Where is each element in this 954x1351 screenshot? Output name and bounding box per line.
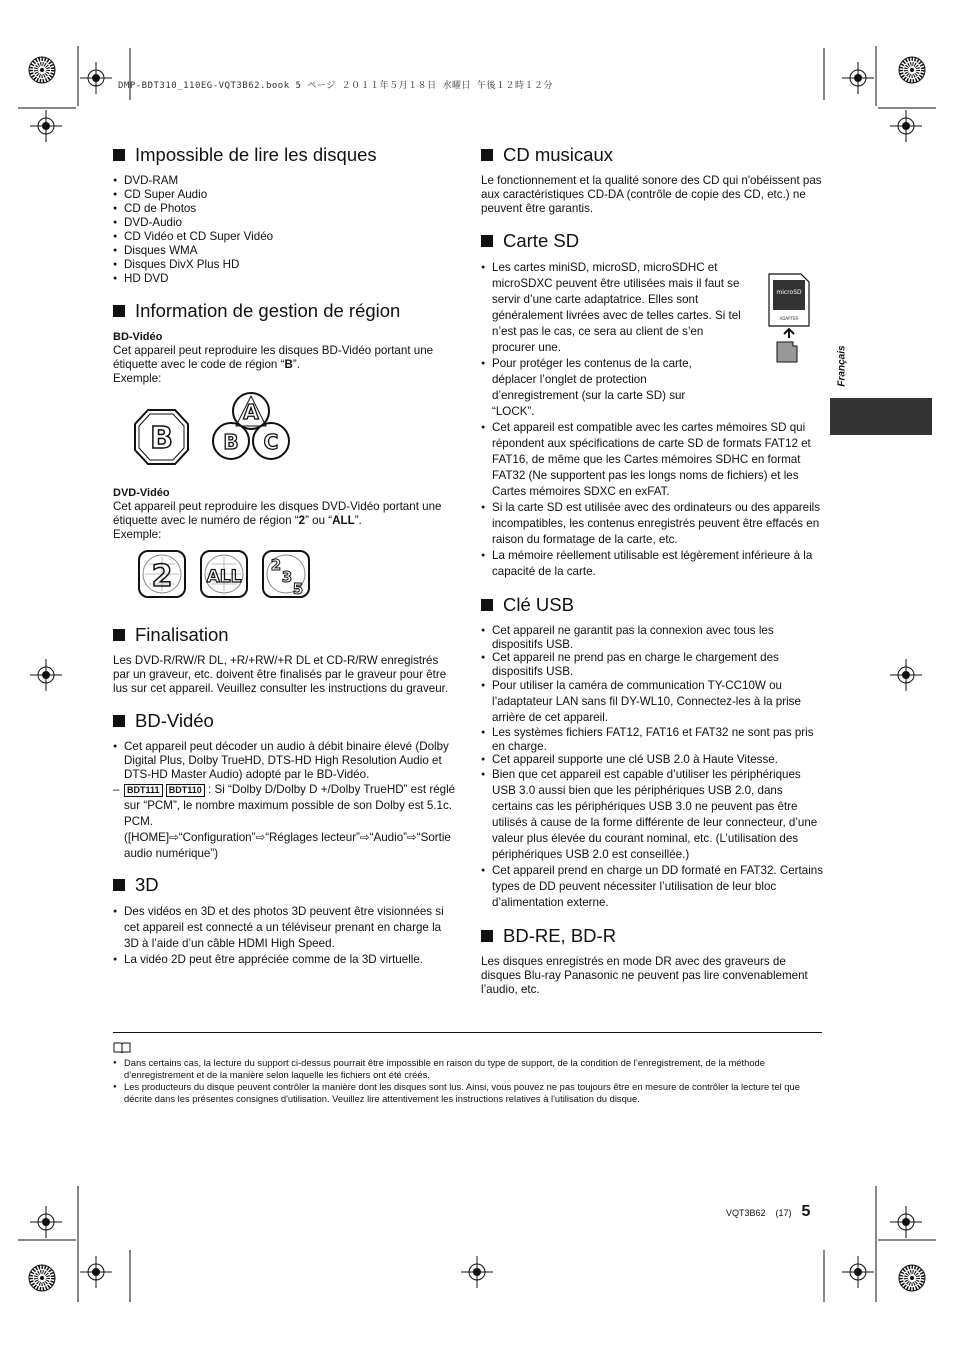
- microsd-logo-text: microSD: [776, 289, 802, 296]
- square-bullet-icon: [481, 930, 493, 942]
- list-item: ● HD DVD: [113, 272, 458, 286]
- bd-video-label: BD-Vidéo: [113, 331, 163, 343]
- print-header: DMP-BDT310_110EG-VQT3B62.book 5 ページ ２０１１年５月１８日 水曜日 午後１２時１２分: [118, 81, 553, 91]
- section-heading: BD-RE, BD-R: [481, 925, 824, 947]
- list-item: ● La mémoire réellement utilisable est légèrement inférieure à la capacité de la carte.: [481, 548, 824, 580]
- dvd-region-text: Cet appareil peut reproduire les disques DVD-Vidéo portant une étiquette avec le numéro de région “2” ou “ALL”.: [113, 500, 442, 527]
- bd-example-label: Exemple:: [113, 372, 162, 385]
- dvd-example-label: Exemple:: [113, 528, 162, 541]
- section-heading: CD musicaux: [481, 144, 824, 166]
- list-item: ● Les cartes miniSD, microSD, microSDHC et microSDXC peuvent être utilisées mais il faut se servir d’une carte adaptatrice. Elles sont généralement livrées avec de telles cartes. Si tel n’est pas le cas, ce sera au client de s’en procurer une.: [481, 260, 824, 356]
- list-item: ● CD de Photos: [113, 202, 458, 216]
- bd-re-text: Les disques enregistrés en mode DR avec des graveurs de disques Blu-ray Panasonic ne peuvent pas lire convenablement l’audio, etc.: [481, 954, 808, 996]
- list-item: ● Cet appareil peut décoder un audio à débit binaire élevé (Dolby Digital Plus, Dolby TrueHD, DTS-HD High Resolution Audio et DTS-HD Master Audio) adopté par le BD-Vidéo.: [113, 740, 458, 782]
- model-tag: BDT110: [166, 784, 205, 797]
- square-bullet-icon: [481, 235, 493, 247]
- cd-text: Le fonctionnement et la qualité sonore des CD qui n'obéissent pas aux caractéristiques CD-DA (contrôle de copie des CD, etc.) ne peuvent être garantis.: [481, 174, 822, 215]
- list-item: ● DVD-RAM: [113, 174, 458, 188]
- region-number: 3: [281, 568, 293, 586]
- bd-region-abc-logo: [213, 393, 289, 459]
- section-heading: 3D: [113, 874, 458, 896]
- section-bd-video: [113, 710, 458, 862]
- square-bullet-icon: [481, 599, 493, 611]
- square-bullet-icon: [481, 149, 493, 161]
- notes-list: [113, 1057, 822, 1105]
- region-number: 2: [270, 556, 282, 574]
- dvd-region-235-logo: [263, 551, 309, 598]
- finalisation-text: Les DVD-R/RW/R DL, +R/+RW/+R DL et CD-R/RW enregistrés par un graveur, etc. doivent être finalisés par le graveur pour être lus sur cet appareil. Veuillez consulter les instructions du graveur.: [113, 654, 449, 695]
- section-region: [113, 300, 458, 610]
- book-note-icon: [113, 1041, 131, 1053]
- square-bullet-icon: [113, 715, 125, 727]
- list-item: ● Bien que cet appareil est capable d’utiliser les périphériques USB 3.0 aussi bien que les périphériques USB 2.0, dans certains cas les périphériques USB 3.0 ne peuvent pas être utilisés à cause de la forme différente de leur connecteur, d’une valeur plus élevée du courant nominal, etc. (L’utilisation des périphériques USB 2.0 est conseillée.): [481, 767, 824, 863]
- section-cle-usb: [481, 594, 824, 911]
- section-heading: Finalisation: [113, 624, 458, 646]
- list-item: ● Pour protéger les contenus de la carte, déplacer l’onglet de protection d’enregistrement (sur la carte SD) sur “LOCK”.: [481, 356, 824, 420]
- section-cd-musicaux: [481, 144, 824, 216]
- language-tab-block: [830, 398, 932, 435]
- section-heading: Impossible de lire les disques: [113, 144, 458, 166]
- list-item: ● Pour utiliser la caméra de communication TY-CC10W ou l’adaptateur LAN sans fil DY-WL10, Connectez-les à la prise arrière de cet appareil.: [481, 678, 824, 726]
- section-heading: Carte SD: [481, 230, 824, 252]
- section-3d: [113, 874, 458, 968]
- section-heading: Information de gestion de région: [113, 300, 458, 322]
- dvd-video-label: DVD-Vidéo: [113, 487, 170, 499]
- list-item: ● Si la carte SD est utilisée avec des ordinateurs ou des appareils incompatibles, les contenus enregistrés peuvent être effacés en raison du formatage de la carte, etc.: [481, 500, 824, 548]
- usb-list: [481, 624, 824, 911]
- square-bullet-icon: [113, 305, 125, 317]
- dvd-region-logos: [113, 548, 458, 610]
- document-code: VQT3B62: [726, 1208, 766, 1218]
- section-carte-sd: [481, 230, 824, 580]
- right-column: [481, 144, 824, 997]
- bd-video-subnote: – BDT111 BDT110 : Si “Dolby D/Dolby D +/Dolby TrueHD” est réglé sur “PCM”, le nombre maximum possible de son Dolby est 5.1c. PCM. ([HOME]⇨“Configuration”⇨“Réglages lecteur”⇨“Audio”⇨“Sortie audio numérique”): [113, 783, 456, 860]
- list-item: ● CD Super Audio: [113, 188, 458, 202]
- list-item: ● Des vidéos en 3D et des photos 3D peuvent être visionnées si cet appareil est connecté a un téléviseur prenant en charge la 3D à l’aide d’un câble HDMI High Speed.: [113, 904, 458, 952]
- section-finalisation: [113, 624, 458, 696]
- page-footer: [726, 1203, 810, 1221]
- square-bullet-icon: [113, 629, 125, 641]
- sd-list: [481, 260, 824, 580]
- list-item: ● Cet appareil ne garantit pas la connexion avec tous les dispositifs USB.: [481, 624, 824, 651]
- list-item: ● La vidéo 2D peut être appréciée comme de la 3D virtuelle.: [113, 952, 458, 968]
- square-bullet-icon: [113, 149, 125, 161]
- unsupported-discs-list: [113, 174, 458, 286]
- notes-section: [113, 1032, 822, 1105]
- sub-page-number: (17): [775, 1208, 792, 1218]
- section-heading: BD-Vidéo: [113, 710, 458, 732]
- section-heading: Clé USB: [481, 594, 824, 616]
- list-item: ● Cet appareil supporte une clé USB 2.0 à Haute Vitesse.: [481, 753, 824, 767]
- dvd-region-2-logo: [139, 551, 185, 597]
- model-tag: BDT111: [124, 784, 163, 797]
- list-item: ● Disques DivX Plus HD: [113, 258, 458, 272]
- list-item: ● Cet appareil est compatible avec les cartes mémoires SD qui répondent aux spécifications de carte SD de formats FAT12 et FAT16, de même que les Cartes mémoires SDHC en format FAT32 (Ne supportent pas les longs noms de fichiers) et les Cartes mémoires SDXC en exFAT.: [481, 420, 824, 500]
- list-item: ● DVD-Audio: [113, 216, 458, 230]
- adapter-text: ADAPTER: [779, 316, 799, 321]
- list-item: ● Disques WMA: [113, 244, 458, 258]
- region-letter: B: [150, 421, 173, 456]
- section-impossible: [113, 144, 458, 286]
- region-all: ALL: [206, 567, 242, 587]
- 3d-list: [113, 904, 458, 968]
- page-number: 5: [801, 1203, 811, 1220]
- list-item: ● Les systèmes fichiers FAT12, FAT16 et FAT32 ne sont pas pris en charge.: [481, 726, 824, 753]
- region-letter: A: [243, 400, 259, 424]
- list-item: ● Cet appareil prend en charge un DD formaté en FAT32. Certains types de DD peuvent nécessiter l’utilisation de leur bloc d’alimentation externe.: [481, 863, 824, 911]
- section-bd-re: [481, 925, 824, 997]
- square-bullet-icon: [113, 879, 125, 891]
- list-item: ● Les producteurs du disque peuvent contrôler la manière dont les disques sont lus. Ainsi, vous pouvez ne pas toujours être en mesure de contrôler la lecture tel que décrite dans les présentes consignes d'utilisation. Veuillez lire attentivement les instructions relatives à l'utilisation du disque.: [113, 1081, 822, 1105]
- bd-region-logos: [113, 386, 458, 486]
- region-letter: C: [263, 430, 279, 454]
- list-item: ● CD Vidéo et CD Super Vidéo: [113, 230, 458, 244]
- list-item: ● Dans certains cas, la lecture du support ci-dessus pourrait être impossible en raison du type de support, de la condition de l’enregistrement, de la méthode d’enregistrement et de la manière selon laquelle les fichiers ont été créés.: [113, 1057, 822, 1081]
- dvd-region-all-logo: [201, 551, 247, 597]
- list-item: ● Cet appareil ne prend pas en charge le chargement des dispositifs USB.: [481, 651, 824, 678]
- bd-region-b-logo: [135, 410, 188, 464]
- left-column: [113, 144, 458, 968]
- region-letter: B: [223, 430, 239, 454]
- bd-region-text: Cet appareil peut reproduire les disques BD-Vidéo portant une étiquette avec le code de région “B”.: [113, 344, 434, 371]
- region-number: 2: [151, 559, 173, 594]
- region-number: 5: [292, 580, 304, 598]
- bd-video-list: [113, 740, 458, 782]
- language-tab-label: Français: [836, 345, 848, 387]
